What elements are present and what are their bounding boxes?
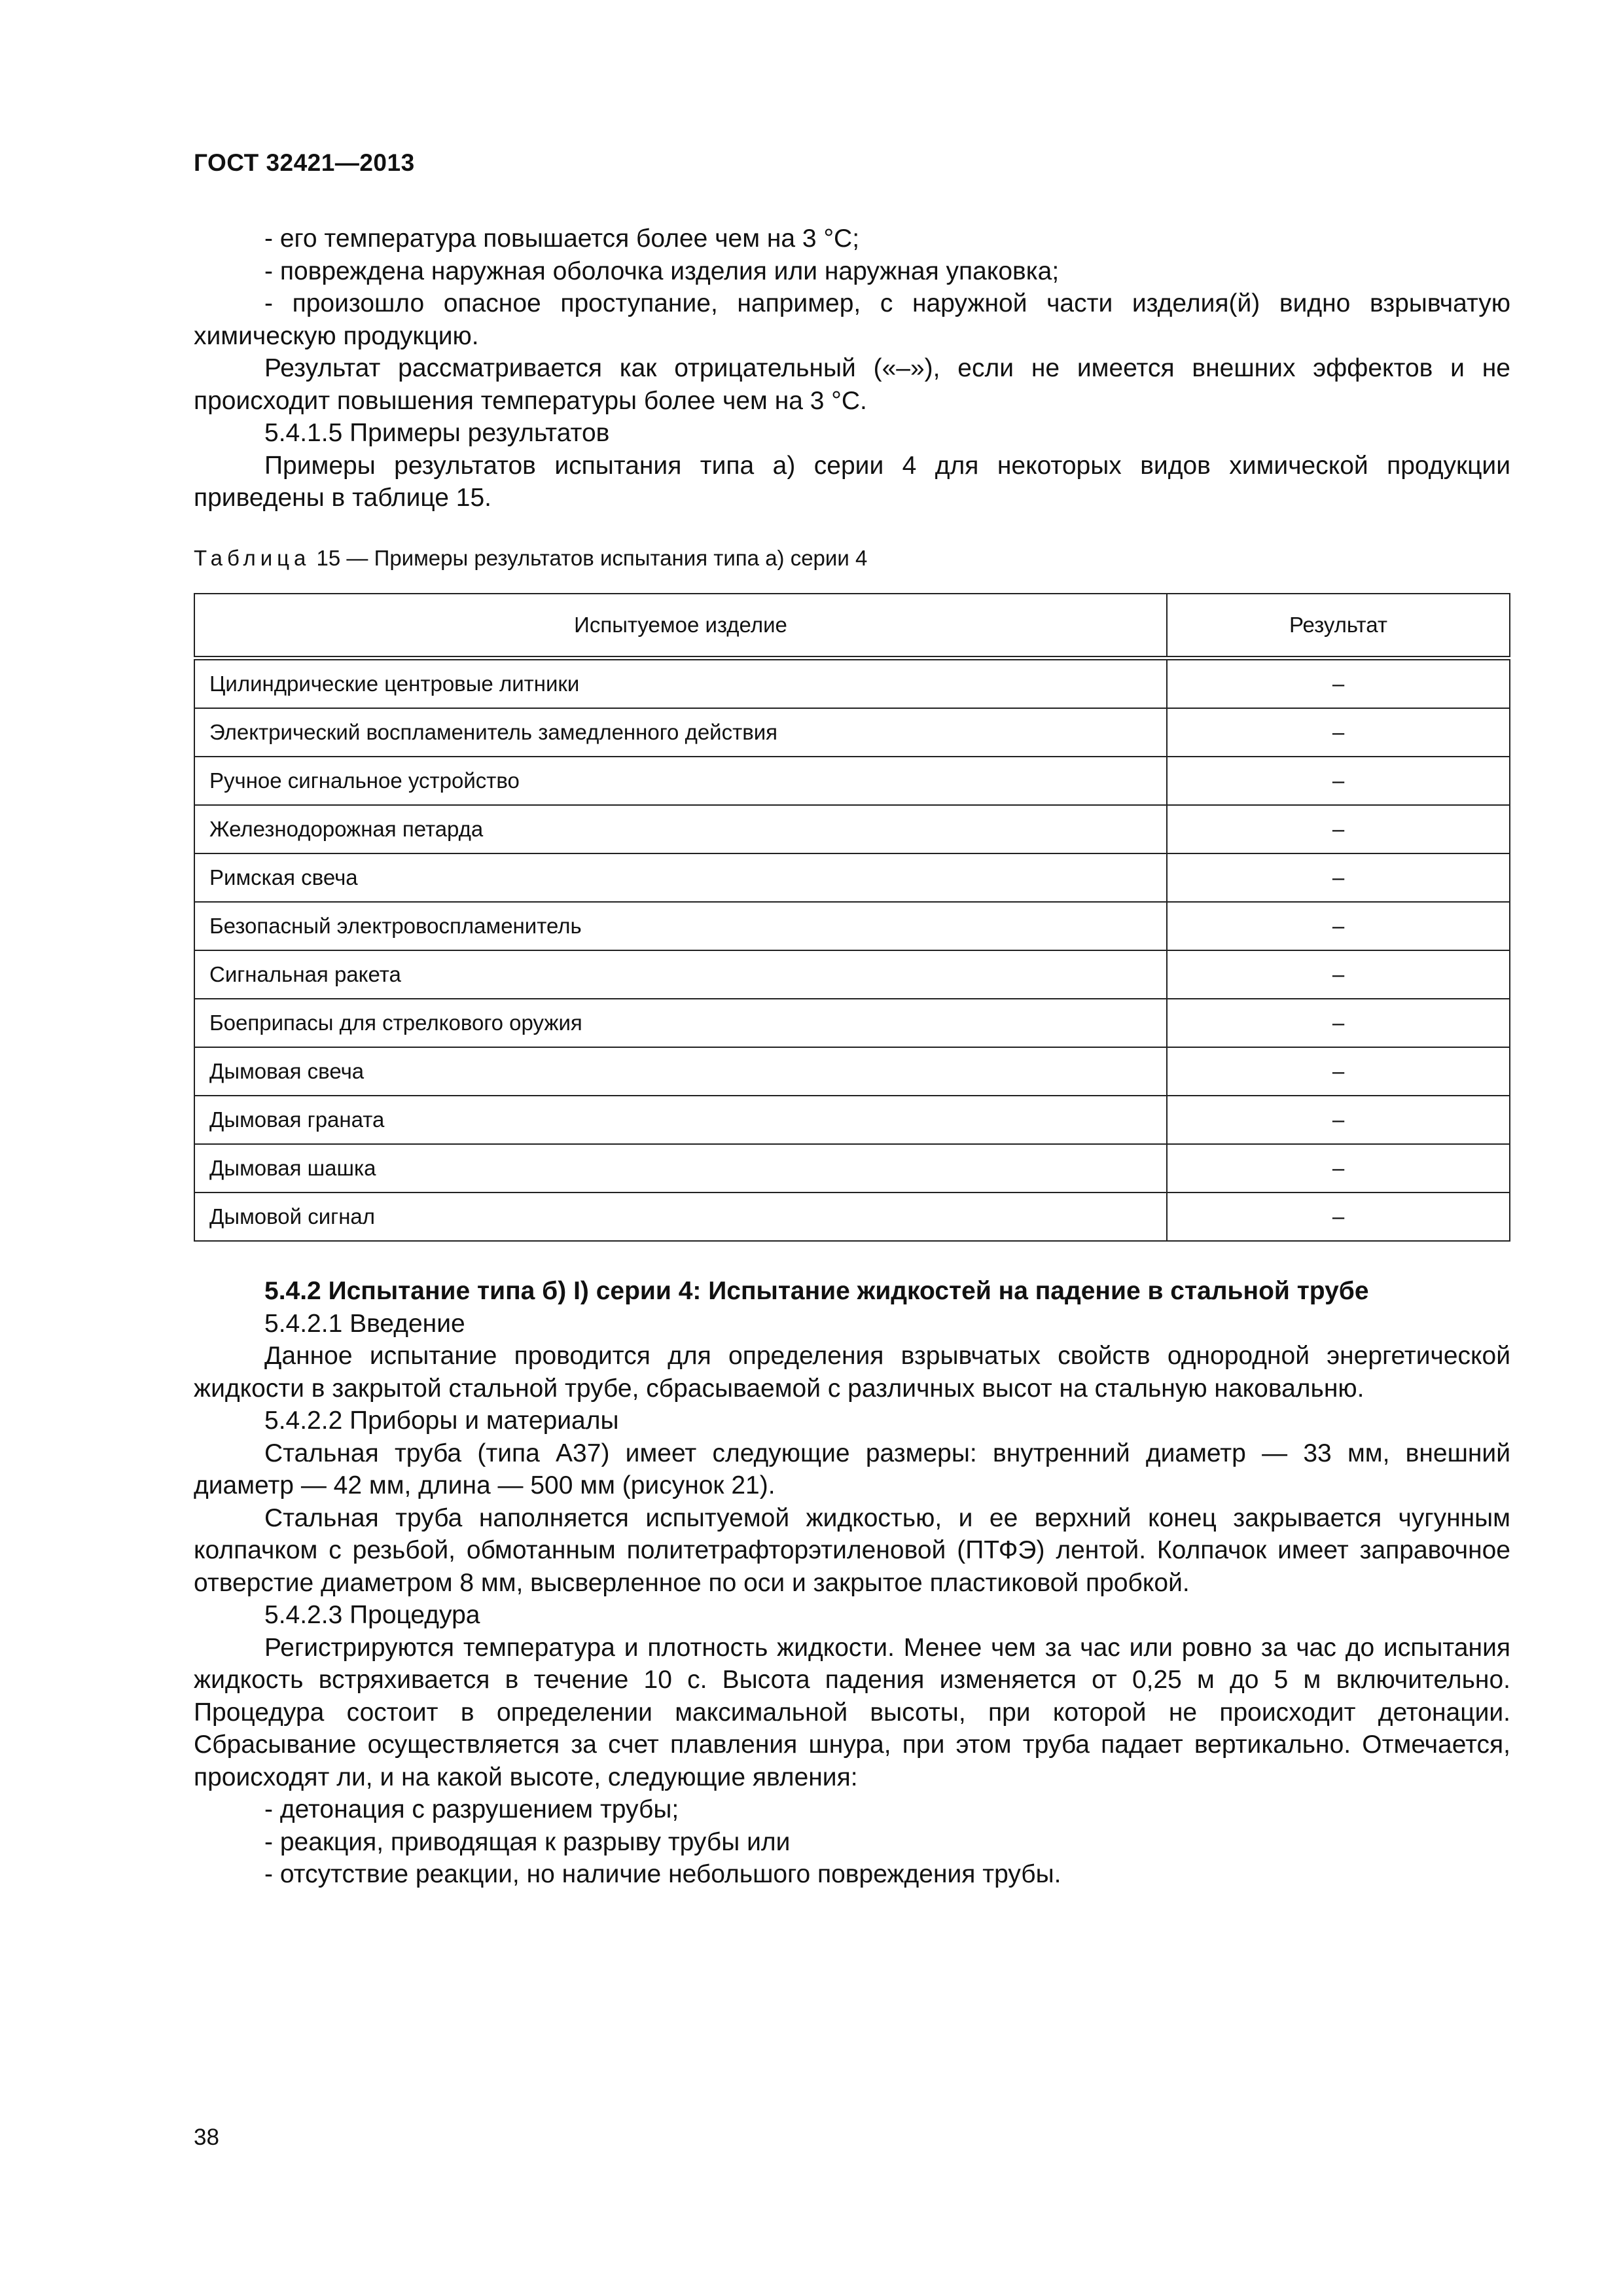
result-cell: – (1167, 853, 1510, 902)
table-row (194, 1193, 1510, 1241)
section-5-4-2 (194, 1275, 1510, 1891)
page-number: 38 (194, 2125, 219, 2150)
bullet-detonation: - детонация с разрушением трубы; (264, 1795, 679, 1823)
bullet-shell-damaged: - повреждена наружная оболочка изделия или наружная упаковка; (264, 257, 1060, 285)
result-cell: – (1167, 950, 1510, 999)
table-caption-text: 15 — Примеры результатов испытания типа а) серии 4 (310, 546, 868, 570)
table-row (194, 757, 1510, 805)
column-header-result: Результат (1167, 594, 1510, 658)
result-cell: – (1167, 1144, 1510, 1193)
result-cell: – (1167, 1047, 1510, 1096)
table-row (194, 902, 1510, 950)
item-cell: Боеприпасы для стрелкового оружия (194, 999, 1167, 1047)
result-cell: – (1167, 757, 1510, 805)
tube-dimensions-paragraph: Стальная труба (типа А37) имеет следующие размеры: внутренний диаметр — 33 мм, внешний диаметр — 42 мм, длина — 500 мм (рисунок 21). (194, 1439, 1510, 1499)
item-cell: Ручное сигнальное устройство (194, 757, 1167, 805)
intro-text (194, 223, 1510, 514)
table-row (194, 1144, 1510, 1193)
item-cell: Дымовая шашка (194, 1144, 1167, 1193)
result-cell: – (1167, 708, 1510, 757)
result-cell: – (1167, 1193, 1510, 1241)
item-cell: Римская свеча (194, 853, 1167, 902)
table-row (194, 658, 1510, 709)
item-cell: Электрический воспламенитель замедленного действия (194, 708, 1167, 757)
results-table (194, 593, 1510, 1242)
table-row (194, 708, 1510, 757)
subsection-5-4-2-2-title: 5.4.2.2 Приборы и материалы (264, 1407, 619, 1435)
table-caption-prefix: Таблица (194, 546, 311, 570)
table-row (194, 1047, 1510, 1096)
result-cell: – (1167, 805, 1510, 853)
bullet-leakage: - произошло опасное проступание, например, с наружной части изделия(й) видно взрывчатую химическую продукцию. (194, 289, 1510, 350)
section-heading: 5.4.2 Испытание типа б) I) серии 4: Испытание жидкостей на падение в стальной трубе (264, 1277, 1369, 1305)
table-caption (194, 546, 867, 571)
item-cell: Железнодорожная петарда (194, 805, 1167, 853)
result-cell: – (1167, 999, 1510, 1047)
bullet-reaction: - реакция, приводящая к разрыву трубы или (264, 1827, 791, 1856)
table-row (194, 805, 1510, 853)
tube-filling-paragraph: Стальная труба наполняется испытуемой жидкостью, и ее верхний конец закрывается чугунным колпачком с резьбой, обмотанным политетрафторэтиленовой (ПТФЭ) лентой. Колпачок имеет заправочное отверстие диаметром 8 мм, высверленное по оси и закрытое пластиковой пробкой. (194, 1503, 1510, 1597)
item-cell: Дымовой сигнал (194, 1193, 1167, 1241)
subsection-5-4-1-5-title: 5.4.1.5 Примеры результатов (264, 419, 610, 447)
document-header: ГОСТ 32421—2013 (194, 149, 415, 176)
item-cell: Дымовая граната (194, 1096, 1167, 1144)
examples-paragraph: Примеры результатов испытания типа а) серии 4 для некоторых видов химической продукции приведены в таблице 15. (194, 451, 1510, 512)
subsection-5-4-2-3-title: 5.4.2.3 Процедура (264, 1601, 480, 1629)
item-cell: Цилиндрические центровые литники (194, 658, 1167, 709)
item-cell: Дымовая свеча (194, 1047, 1167, 1096)
bullet-temperature: - его температура повышается более чем на 3 °С; (264, 224, 860, 253)
introduction-paragraph: Данное испытание проводится для определения взрывчатых свойств однородной энергетической жидкости в закрытой стальной трубе, сбрасываемой с различных высот на стальную наковальню. (194, 1342, 1510, 1403)
item-cell: Сигнальная ракета (194, 950, 1167, 999)
item-cell: Безопасный электровоспламенитель (194, 902, 1167, 950)
table-row (194, 853, 1510, 902)
result-cell: – (1167, 902, 1510, 950)
result-negative-paragraph: Результат рассматривается как отрицательный («–»), если не имеется внешних эффектов и не происходит повышения температуры более чем на 3 °С. (194, 354, 1510, 415)
result-cell: – (1167, 658, 1510, 709)
column-header-item: Испытуемое изделие (194, 594, 1167, 658)
table-row (194, 999, 1510, 1047)
result-cell: – (1167, 1096, 1510, 1144)
procedure-paragraph: Регистрируются температура и плотность жидкости. Менее чем за час или ровно за час до испытания жидкость встряхивается в течение 10 с. Высота падения изменяется от 0,25 м до 5 м включительно. Процедура состоит в определении максимальной высоты, при которой не происходит детонации. Сбрасывание осуществляется за счет плавления шнура, при этом труба падает вертикально. Отмечается, происходят ли, и на какой высоте, следующие явления: (194, 1633, 1510, 1791)
table-row (194, 950, 1510, 999)
bullet-no-reaction: - отсутствие реакции, но наличие небольшого повреждения трубы. (264, 1860, 1061, 1888)
table-header-row (194, 594, 1510, 658)
subsection-5-4-2-1-title: 5.4.2.1 Введение (264, 1309, 465, 1338)
table-row (194, 1096, 1510, 1144)
